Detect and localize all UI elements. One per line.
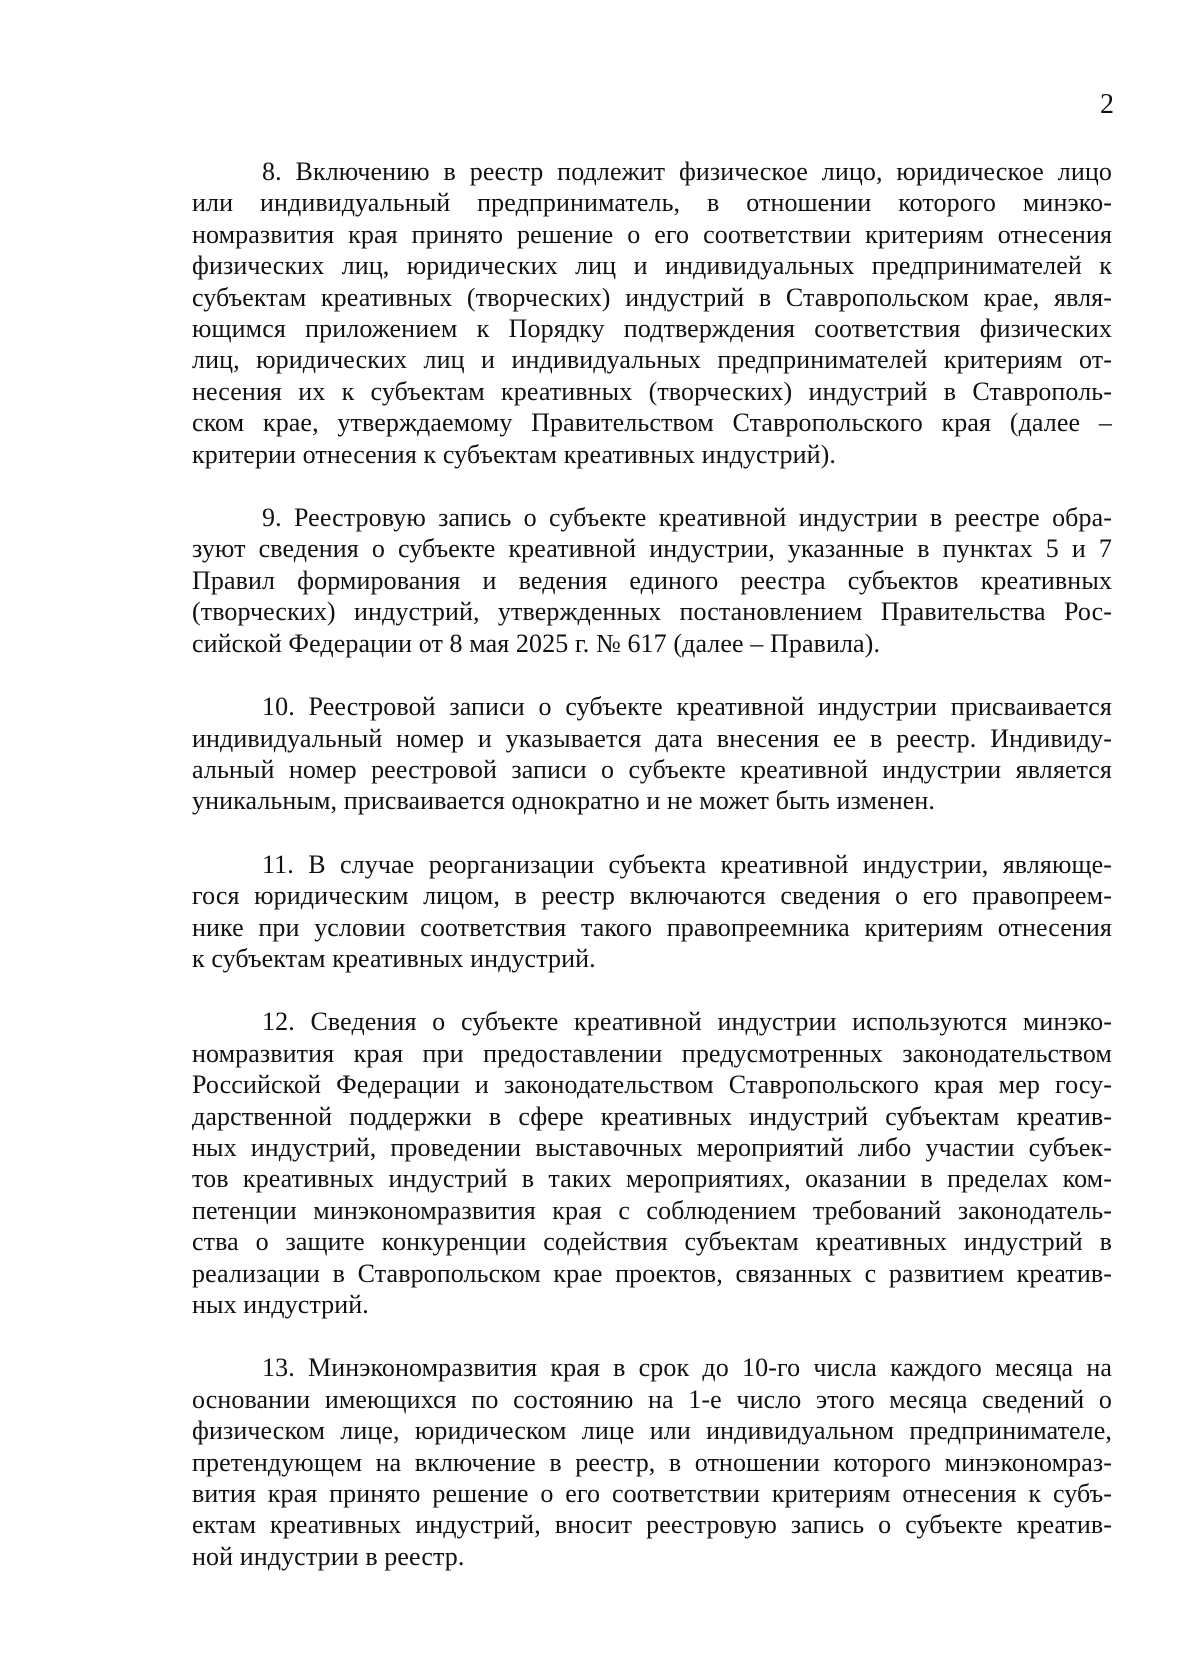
text-line: 10. Реестровой записи о субъекте креативной индустрии присваивается <box>262 692 1112 722</box>
page-number: 2 <box>1100 89 1114 120</box>
text-line: критерии отнесения к субъектам креативных индустрий). <box>192 439 836 469</box>
text-line: 9. Реестровую запись о субъекте креативной индустрии в реестре обра- <box>262 503 1112 533</box>
document-body <box>192 156 1112 1604</box>
paragraph-9 <box>192 502 1112 659</box>
text-line: Российской Федерации и законодательством Ставропольского края мер госу- <box>192 1070 1112 1100</box>
text-line: номразвития края принято решение о его соответствии критериям отнесения <box>192 219 1112 249</box>
text-line: 11. В случае реорганизации субъекта креативной индустрии, являюще- <box>262 849 1112 879</box>
text-line: сийской Федерации от 8 мая 2025 г. № 617 (далее – Правила). <box>192 628 881 658</box>
text-line: Правил формирования и ведения единого реестра субъектов креативных <box>192 565 1112 595</box>
text-line: или индивидуальный предприниматель, в отношении которого минэко- <box>192 188 1112 218</box>
text-line: основании имеющихся по состоянию на 1-е число этого месяца сведений о <box>192 1384 1112 1414</box>
text-line: ства о защите конкуренции содействия субъектам креативных индустрий в <box>192 1227 1112 1257</box>
text-line: ных индустрий, проведении выставочных мероприятий либо участии субъек- <box>192 1132 1112 1162</box>
text-line: ском крае, утверждаемому Правительством Ставропольского края (далее – <box>192 408 1112 438</box>
paragraph-13 <box>192 1352 1112 1572</box>
text-line: петенции минэкономразвития края с соблюдением требований законодатель- <box>192 1195 1112 1225</box>
text-line: 13. Минэкономразвития края в срок до 10-го числа каждого месяца на <box>262 1353 1112 1383</box>
text-line: 8. Включению в реестр подлежит физическое лицо, юридическое лицо <box>262 157 1112 186</box>
text-line: 12. Сведения о субъекте креативной индустрии используются минэко- <box>262 1007 1112 1037</box>
text-line: индивидуальный номер и указывается дата внесения ее в реестр. Индивиду- <box>192 723 1112 753</box>
text-line: ющимся приложением к Порядку подтверждения соответствия физических <box>192 314 1112 344</box>
text-line: физических лиц, юридических лиц и индивидуальных предпринимателей к <box>192 251 1112 281</box>
text-line: физическом лице, юридическом лице или индивидуальном предпринимателе, <box>192 1416 1112 1446</box>
text-line: альный номер реестровой записи о субъекте креативной индустрии является <box>192 754 1112 784</box>
paragraph-8 <box>192 156 1112 470</box>
text-line: вития края принято решение о его соответствии критериям отнесения к субъ- <box>192 1479 1112 1509</box>
text-line: ной индустрии в реестр. <box>192 1541 465 1571</box>
text-line: несения их к субъектам креативных (творческих) индустрий в Ставрополь- <box>192 376 1112 406</box>
text-line: дарственной поддержки в сфере креативных индустрий субъектам креатив- <box>192 1101 1112 1131</box>
text-line: тов креативных индустрий в таких мероприятиях, оказании в пределах ком- <box>192 1164 1112 1194</box>
text-line: зуют сведения о субъекте креативной индустрии, указанные в пунктах 5 и 7 <box>192 534 1112 564</box>
paragraph-12 <box>192 1006 1112 1320</box>
text-line: к субъектам креативных индустрий. <box>192 943 596 973</box>
text-line: нике при условии соответствия такого правопреемника критериям отнесения <box>192 912 1112 942</box>
text-line: лиц, юридических лиц и индивидуальных предпринимателей критериям от- <box>192 345 1112 375</box>
text-line: уникальным, присваивается однократно и не может быть изменен. <box>192 786 936 816</box>
text-line: гося юридическим лицом, в реестр включаются сведения о его правопреем- <box>192 881 1112 911</box>
text-line: реализации в Ставропольском крае проектов, связанных с развитием креатив- <box>192 1258 1112 1288</box>
paragraph-10 <box>192 691 1112 817</box>
text-line: ных индустрий. <box>192 1290 369 1319</box>
paragraph-11 <box>192 849 1112 975</box>
text-line: претендующем на включение в реестр, в отношении которого минэкономраз- <box>192 1447 1112 1477</box>
text-line: субъектам креативных (творческих) индустрий в Ставропольском крае, явля- <box>192 282 1112 312</box>
text-line: (творческих) индустрий, утвержденных постановлением Правительства Рос- <box>192 597 1112 627</box>
text-line: номразвития края при предоставлении предусмотренных законодательством <box>192 1038 1112 1068</box>
text-line: ектам креативных индустрий, вносит реестровую запись о субъекте креатив- <box>192 1510 1112 1540</box>
